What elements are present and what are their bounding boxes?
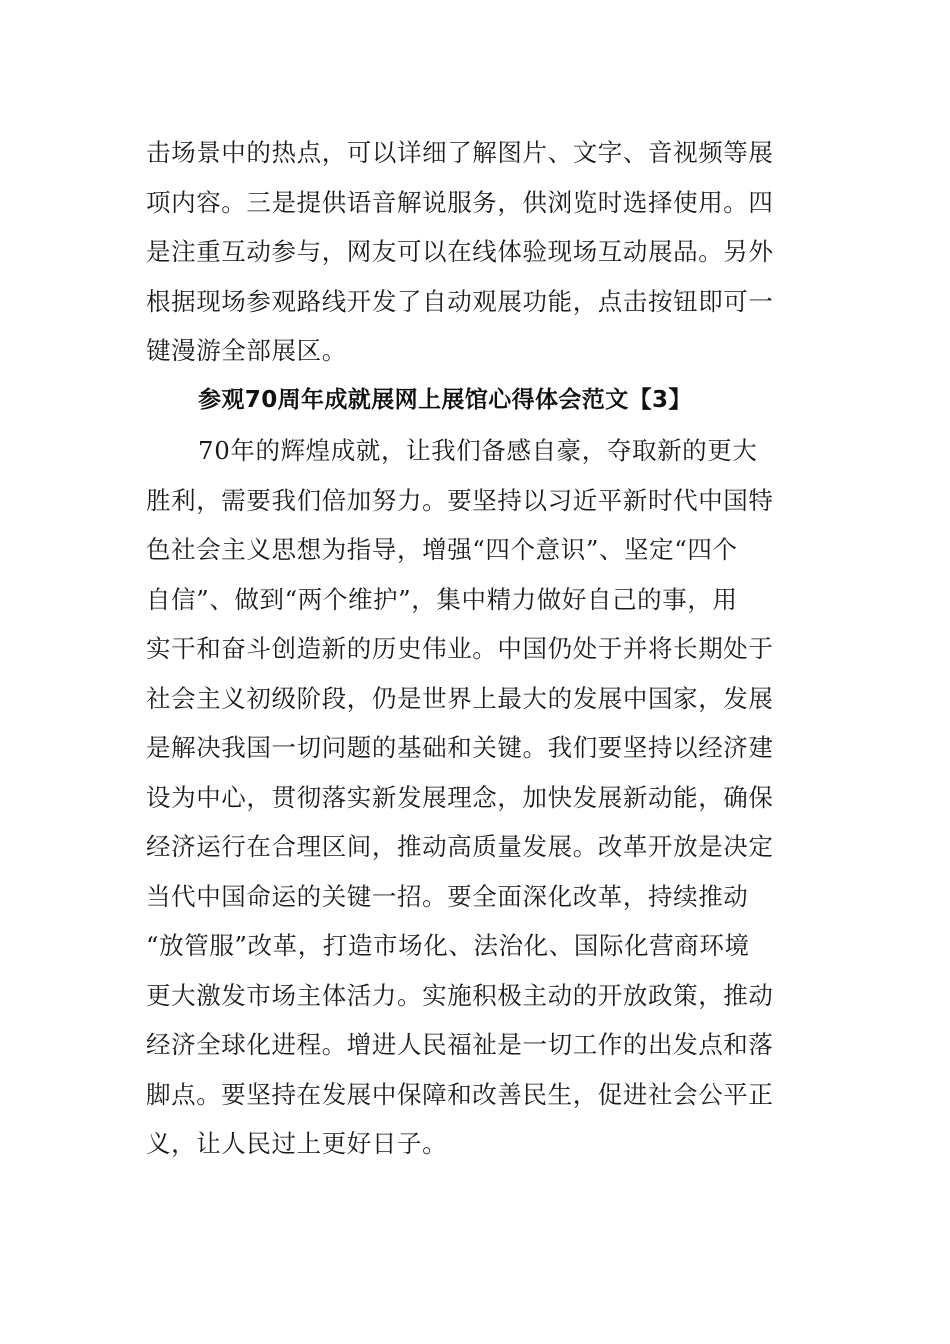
paragraph-line: 义，让人民过上更好日子。 [146,1129,448,1158]
paragraph-line: 社会主义初级阶段，仍是世界上最大的发展中国家，发展 [146,683,774,713]
paragraph-line: 经济运行在合理区间，推动高质量发展。改革开放是决定 [146,832,774,861]
paragraph-line: “放管服”改革，打造市场化、法治化、国际化营商环境 [146,931,750,960]
section-heading: 参观70周年成就展网上展馆心得体会范文【3】 [198,387,692,413]
paragraph-line: 设为中心，贯彻落实新发展理念，加快发展新动能，确保 [146,782,774,812]
paragraph-line: 项内容。三是提供语音解说服务，供浏览时选择使用。四 [146,187,774,217]
paragraph-line: 经济全球化进程。增进人民福祉是一切工作的出发点和落 [146,1030,774,1059]
paragraph-line: 键漫游全部展区。 [146,336,347,365]
paragraph-line: 实干和奋斗创造新的历史伟业。中国仍处于并将长期处于 [146,634,774,663]
paragraph-line: 色社会主义思想为指导，增强“四个意识”、坚定“四个 [146,535,738,564]
continuation-paragraph [146,128,786,376]
paragraph-line: 是解决我国一切问题的基础和关键。我们要坚持以经济建 [146,733,774,762]
paragraph-line: 70年的辉煌成就，让我们备感自豪，夺取新的更大 [198,436,758,465]
paragraph-line: 自信”、做到“两个维护”，集中精力做好自己的事，用 [146,584,738,614]
paragraph-line: 更大激发市场主体活力。实施积极主动的开放政策，推动 [146,980,774,1010]
paragraph-line: 根据现场参观路线开发了自动观展功能，点击按钮即可一 [146,286,774,316]
paragraph-line: 是注重互动参与，网友可以在线体验现场互动展品。另外 [146,237,774,266]
paragraph-line: 脚点。要坚持在发展中保障和改善民生，促进社会公平正 [146,1079,774,1109]
paragraph-line: 击场景中的热点，可以详细了解图片、文字、音视频等展 [146,138,774,167]
paragraph-line: 当代中国命运的关键一招。要全面深化改革，持续推动 [146,881,749,911]
body-paragraph [146,426,786,1169]
paragraph-line: 胜利，需要我们倍加努力。要坚持以习近平新时代中国特 [146,485,774,515]
